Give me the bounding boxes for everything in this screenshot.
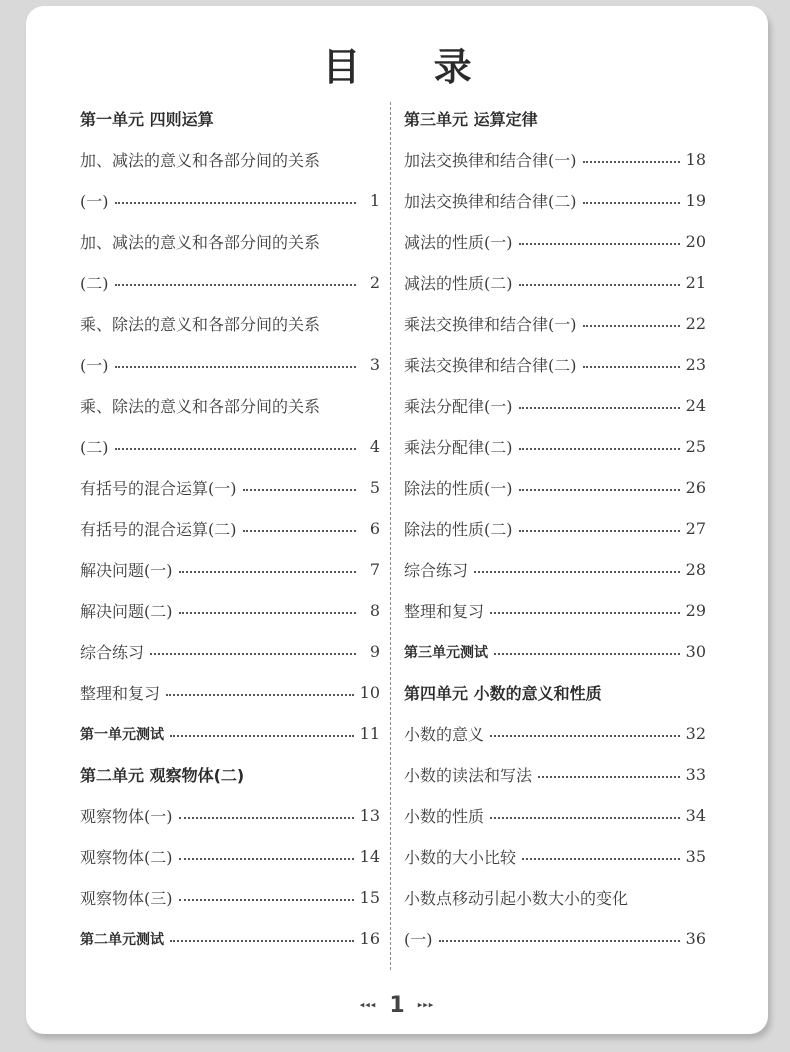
unit-heading bbox=[404, 98, 706, 139]
toc-entry[interactable] bbox=[404, 754, 706, 795]
entry-page-number: 15 bbox=[359, 888, 380, 907]
entry-page-number: 18 bbox=[685, 150, 706, 169]
dot-leader bbox=[519, 530, 680, 532]
entry-page-number: 25 bbox=[685, 437, 706, 456]
entry-page-number: 8 bbox=[369, 601, 380, 620]
toc-entry[interactable] bbox=[404, 713, 706, 754]
dot-leader bbox=[243, 489, 357, 491]
toc-entry[interactable] bbox=[80, 549, 380, 590]
entry-label: 小数的性质 bbox=[404, 807, 485, 826]
entry-label: (一) bbox=[80, 356, 109, 375]
dot-leader bbox=[474, 571, 680, 573]
entry-label: 有括号的混合运算(二) bbox=[80, 520, 237, 539]
dot-leader bbox=[439, 940, 680, 942]
dot-leader bbox=[115, 284, 357, 286]
entry-page-number: 33 bbox=[685, 765, 706, 784]
entry-label: 综合练习 bbox=[80, 643, 145, 662]
toc-entry[interactable] bbox=[404, 221, 706, 262]
toc-entry[interactable] bbox=[80, 180, 380, 221]
entry-label: 加、减法的意义和各部分间的关系 bbox=[80, 233, 321, 252]
toc-entry bbox=[80, 303, 380, 344]
toc-entry[interactable] bbox=[404, 303, 706, 344]
toc-entry[interactable] bbox=[404, 139, 706, 180]
entry-page-number: 5 bbox=[369, 478, 380, 497]
toc-entry[interactable] bbox=[404, 918, 706, 959]
dot-leader bbox=[519, 489, 680, 491]
entry-page-number: 26 bbox=[685, 478, 706, 497]
entry-label: 第一单元 四则运算 bbox=[80, 110, 214, 129]
entry-page-number: 21 bbox=[685, 273, 706, 292]
dot-leader bbox=[522, 858, 680, 860]
toc-entry bbox=[80, 221, 380, 262]
toc-entry bbox=[404, 877, 706, 918]
dot-leader bbox=[179, 571, 357, 573]
toc-entry[interactable] bbox=[80, 631, 380, 672]
toc-entry[interactable] bbox=[80, 262, 380, 303]
entry-page-number: 20 bbox=[685, 232, 706, 251]
entry-label: 小数的读法和写法 bbox=[404, 766, 533, 785]
toc-entry[interactable] bbox=[80, 672, 380, 713]
entry-label: (二) bbox=[80, 274, 109, 293]
footer-page-number: 1 bbox=[389, 993, 405, 1018]
entry-page-number: 2 bbox=[369, 273, 380, 292]
entry-page-number: 29 bbox=[685, 601, 706, 620]
dot-leader bbox=[583, 325, 680, 327]
entry-label: 综合练习 bbox=[404, 561, 469, 580]
dot-leader bbox=[115, 448, 357, 450]
toc-entry bbox=[80, 139, 380, 180]
entry-page-number: 22 bbox=[685, 314, 706, 333]
entry-page-number: 13 bbox=[359, 806, 380, 825]
entry-label: 加、减法的意义和各部分间的关系 bbox=[80, 151, 321, 170]
entry-page-number: 10 bbox=[359, 683, 380, 702]
entry-label: 减法的性质(二) bbox=[404, 274, 513, 293]
toc-entry[interactable] bbox=[80, 877, 380, 918]
dot-leader bbox=[583, 366, 680, 368]
dot-leader bbox=[519, 448, 680, 450]
entry-label: 观察物体(二) bbox=[80, 848, 173, 867]
entry-label: 除法的性质(二) bbox=[404, 520, 513, 539]
entry-label: 乘、除法的意义和各部分间的关系 bbox=[80, 315, 321, 334]
entry-page-number: 27 bbox=[685, 519, 706, 538]
column-divider bbox=[390, 102, 391, 970]
entry-label: 加法交换律和结合律(二) bbox=[404, 192, 577, 211]
entry-label: 乘、除法的意义和各部分间的关系 bbox=[80, 397, 321, 416]
toc-entry[interactable] bbox=[404, 180, 706, 221]
toc-entry[interactable] bbox=[404, 385, 706, 426]
toc-entry[interactable] bbox=[404, 262, 706, 303]
entry-label: 观察物体(一) bbox=[80, 807, 173, 826]
entry-page-number: 9 bbox=[369, 642, 380, 661]
toc-entry[interactable] bbox=[404, 590, 706, 631]
toc-entry[interactable] bbox=[404, 426, 706, 467]
entry-label: 第三单元测试 bbox=[404, 644, 488, 661]
entry-label: (一) bbox=[404, 930, 433, 949]
toc-entry[interactable] bbox=[80, 795, 380, 836]
entry-page-number: 19 bbox=[685, 191, 706, 210]
entry-label: 小数的大小比较 bbox=[404, 848, 517, 867]
toc-entry[interactable] bbox=[80, 426, 380, 467]
toc-entry[interactable] bbox=[404, 795, 706, 836]
toc-entry[interactable] bbox=[80, 467, 380, 508]
entry-page-number: 36 bbox=[685, 929, 706, 948]
entry-page-number: 35 bbox=[685, 847, 706, 866]
unit-heading bbox=[404, 672, 706, 713]
entry-page-number: 14 bbox=[359, 847, 380, 866]
dot-leader bbox=[170, 735, 354, 737]
dot-leader bbox=[490, 612, 680, 614]
entry-label: 小数的意义 bbox=[404, 725, 485, 744]
page-footer bbox=[26, 993, 768, 1018]
toc-right-column bbox=[404, 98, 706, 959]
dot-leader bbox=[519, 407, 680, 409]
toc-entry[interactable] bbox=[404, 836, 706, 877]
toc-entry[interactable] bbox=[80, 836, 380, 877]
toc-entry[interactable] bbox=[80, 590, 380, 631]
entry-page-number: 11 bbox=[359, 724, 380, 743]
entry-label: 乘法分配律(一) bbox=[404, 397, 513, 416]
dot-leader bbox=[179, 899, 354, 901]
entry-label: (一) bbox=[80, 192, 109, 211]
entry-page-number: 34 bbox=[685, 806, 706, 825]
entry-label: 整理和复习 bbox=[80, 684, 161, 703]
entry-label: 小数点移动引起小数大小的变化 bbox=[404, 889, 629, 908]
entry-page-number: 23 bbox=[685, 355, 706, 374]
entry-label: 第三单元 运算定律 bbox=[404, 110, 538, 129]
dot-leader bbox=[519, 284, 680, 286]
entry-label: 乘法交换律和结合律(一) bbox=[404, 315, 577, 334]
toc-left-column bbox=[80, 98, 380, 959]
entry-label: 减法的性质(一) bbox=[404, 233, 513, 252]
entry-label: 解决问题(一) bbox=[80, 561, 173, 580]
entry-label: 第二单元测试 bbox=[80, 931, 164, 948]
entry-page-number: 4 bbox=[369, 437, 380, 456]
unit-test-entry[interactable] bbox=[80, 713, 380, 754]
entry-label: 有括号的混合运算(一) bbox=[80, 479, 237, 498]
dot-leader bbox=[170, 940, 354, 942]
entry-page-number: 1 bbox=[369, 191, 380, 210]
footer-right-arrows: ▸▸▸ bbox=[417, 1000, 435, 1011]
entry-page-number: 28 bbox=[685, 560, 706, 579]
entry-label: 第二单元 观察物体(二) bbox=[80, 766, 245, 785]
dot-leader bbox=[490, 735, 680, 737]
dot-leader bbox=[494, 653, 680, 655]
toc-entry[interactable] bbox=[80, 344, 380, 385]
dot-leader bbox=[150, 653, 356, 655]
entry-label: 整理和复习 bbox=[404, 602, 485, 621]
toc-page bbox=[26, 6, 768, 1034]
entry-page-number: 7 bbox=[369, 560, 380, 579]
dot-leader bbox=[490, 817, 680, 819]
unit-test-entry[interactable] bbox=[80, 918, 380, 959]
entry-page-number: 30 bbox=[685, 642, 706, 661]
entry-label: (二) bbox=[80, 438, 109, 457]
entry-label: 第四单元 小数的意义和性质 bbox=[404, 684, 602, 703]
page-title: 目 录 bbox=[322, 45, 502, 89]
entry-label: 第一单元测试 bbox=[80, 726, 164, 743]
entry-label: 乘法分配律(二) bbox=[404, 438, 513, 457]
entry-label: 加法交换律和结合律(一) bbox=[404, 151, 577, 170]
footer-left-arrows: ◂◂◂ bbox=[359, 1000, 377, 1011]
dot-leader bbox=[583, 161, 680, 163]
toc-entry bbox=[80, 385, 380, 426]
unit-heading bbox=[80, 754, 380, 795]
unit-test-entry[interactable] bbox=[404, 631, 706, 672]
dot-leader bbox=[179, 858, 354, 860]
toc-entry[interactable] bbox=[404, 344, 706, 385]
dot-leader bbox=[179, 612, 357, 614]
entry-label: 解决问题(二) bbox=[80, 602, 173, 621]
toc-entry[interactable] bbox=[404, 508, 706, 549]
entry-label: 观察物体(三) bbox=[80, 889, 173, 908]
unit-heading bbox=[80, 98, 380, 139]
dot-leader bbox=[115, 366, 357, 368]
dot-leader bbox=[519, 243, 680, 245]
toc-entry[interactable] bbox=[404, 549, 706, 590]
entry-page-number: 32 bbox=[685, 724, 706, 743]
toc-entry[interactable] bbox=[404, 467, 706, 508]
entry-page-number: 6 bbox=[369, 519, 380, 538]
toc-entry[interactable] bbox=[80, 508, 380, 549]
entry-page-number: 24 bbox=[685, 396, 706, 415]
dot-leader bbox=[115, 202, 357, 204]
dot-leader bbox=[583, 202, 680, 204]
dot-leader bbox=[166, 694, 354, 696]
dot-leader bbox=[538, 776, 680, 778]
entry-label: 乘法交换律和结合律(二) bbox=[404, 356, 577, 375]
entry-page-number: 3 bbox=[369, 355, 380, 374]
entry-label: 除法的性质(一) bbox=[404, 479, 513, 498]
dot-leader bbox=[243, 530, 357, 532]
entry-page-number: 16 bbox=[359, 929, 380, 948]
dot-leader bbox=[179, 817, 354, 819]
